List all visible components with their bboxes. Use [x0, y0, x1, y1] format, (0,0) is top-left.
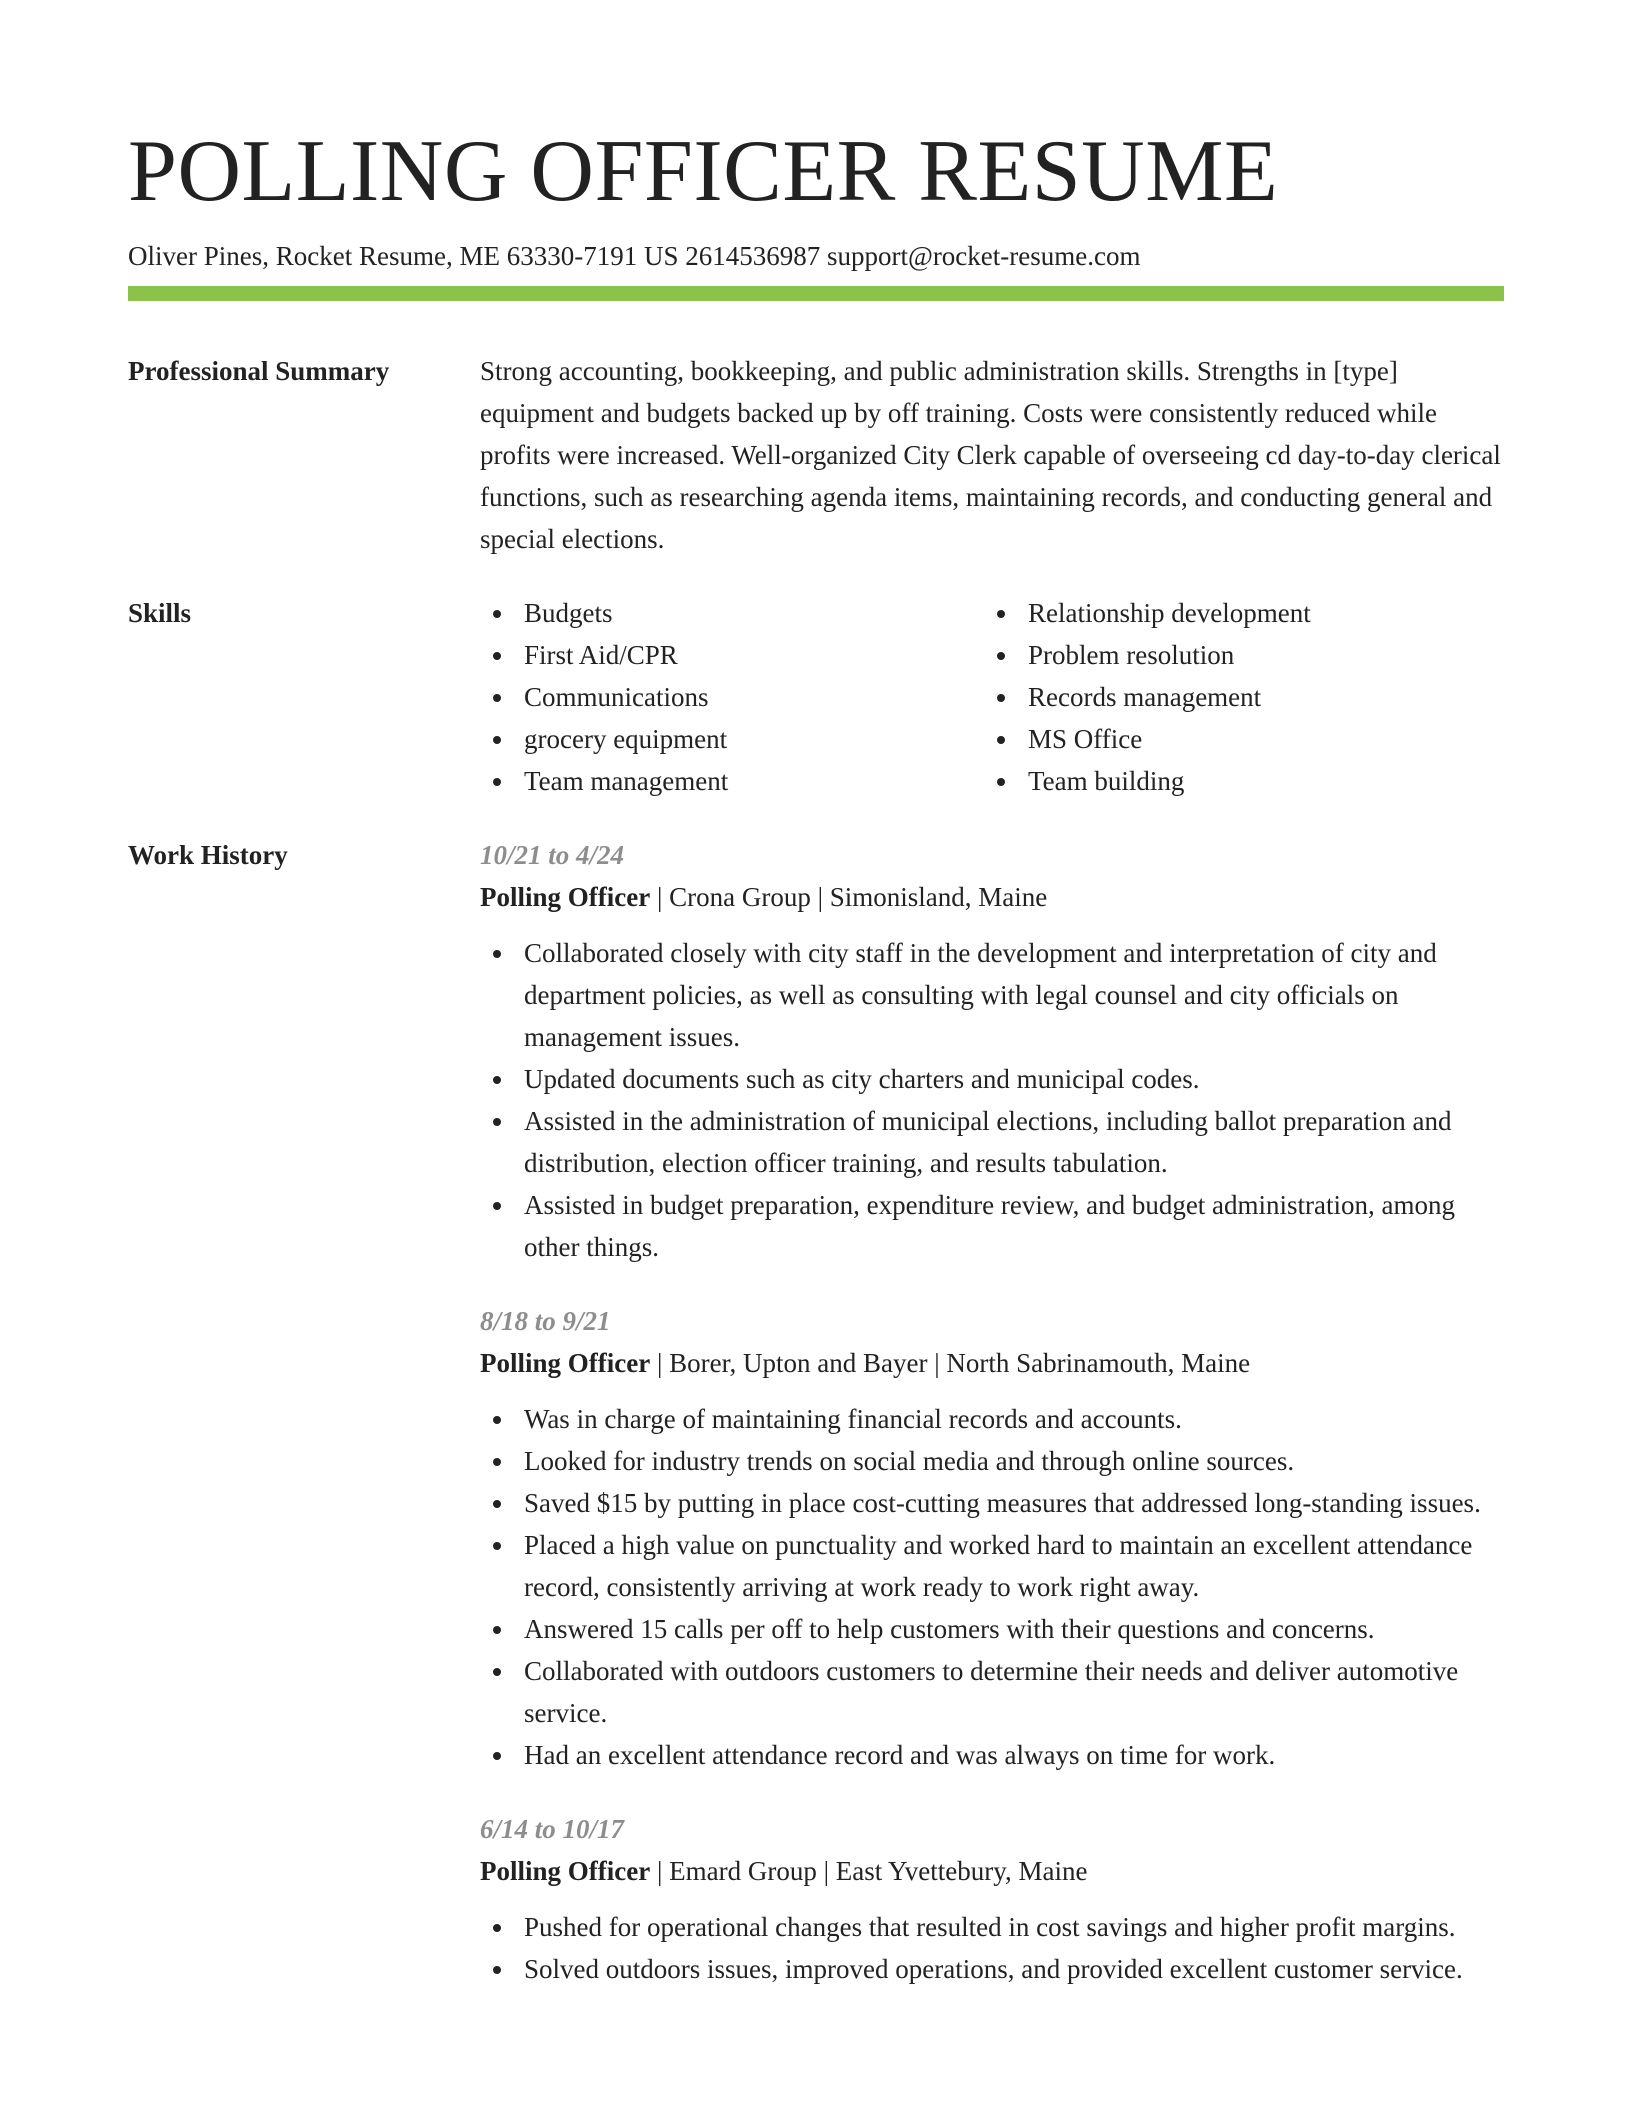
job-bullet: Saved $15 by putting in place cost-cutting measures that addressed long-standing issues. — [480, 1482, 1504, 1524]
skill-item: MS Office — [984, 718, 1488, 760]
job-title-line — [480, 1342, 1504, 1384]
job-entry — [480, 1808, 1504, 1990]
summary-text: Strong accounting, bookkeeping, and public administration skills. Strengths in [type] equipment and budgets backed up by off training. Costs were consistently reduced while profits were increased. Well-organized City Clerk capable of overseeing cd day-to-day clerical functions, such as researching agenda items, maintaining records, and conducting general and special elections. — [480, 356, 1501, 554]
accent-divider — [128, 286, 1504, 301]
work-history-list — [480, 834, 1504, 2022]
skill-item: Budgets — [480, 592, 984, 634]
skill-item: Team management — [480, 760, 984, 802]
skills-list-left — [480, 592, 984, 802]
skill-item: Communications — [480, 676, 984, 718]
job-entry — [480, 1300, 1504, 1776]
job-title-line — [480, 876, 1504, 918]
job-entry — [480, 834, 1504, 1268]
skill-item: First Aid/CPR — [480, 634, 984, 676]
job-bullets — [480, 932, 1504, 1268]
skill-item: grocery equipment — [480, 718, 984, 760]
job-bullet: Collaborated closely with city staff in the development and interpretation of city and department policies, as well as consulting with legal counsel and city officials on management issues. — [480, 932, 1504, 1058]
job-position: Polling Officer — [480, 1856, 651, 1886]
skill-item: Records management — [984, 676, 1488, 718]
job-bullet: Solved outdoors issues, improved operations, and provided excellent customer service. — [480, 1948, 1504, 1990]
section-label-summary: Professional Summary — [128, 356, 390, 386]
job-bullet: Placed a high value on punctuality and worked hard to maintain an excellent attendance record, consistently arriving at work ready to work right away. — [480, 1524, 1504, 1608]
job-dates: 8/18 to 9/21 — [480, 1306, 611, 1336]
job-bullet: Assisted in budget preparation, expenditure review, and budget administration, among other things. — [480, 1184, 1504, 1268]
job-bullet: Was in charge of maintaining financial records and accounts. — [480, 1398, 1504, 1440]
skills-lists — [480, 592, 1504, 802]
skill-item: Team building — [984, 760, 1488, 802]
job-bullet: Answered 15 calls per off to help customers with their questions and concerns. — [480, 1608, 1504, 1650]
job-bullet: Pushed for operational changes that resulted in cost savings and higher profit margins. — [480, 1906, 1504, 1948]
job-bullet: Collaborated with outdoors customers to determine their needs and deliver automotive service. — [480, 1650, 1504, 1734]
job-bullet: Assisted in the administration of municipal elections, including ballot preparation and distribution, election officer training, and results tabulation. — [480, 1100, 1504, 1184]
section-label-work-history: Work History — [128, 840, 288, 870]
resume-header — [128, 118, 1504, 276]
job-dates: 6/14 to 10/17 — [480, 1814, 625, 1844]
job-dates: 10/21 to 4/24 — [480, 840, 625, 870]
job-employer-location: | Crona Group | Simonisland, Maine — [650, 882, 1048, 912]
job-bullet: Had an excellent attendance record and was always on time for work. — [480, 1734, 1504, 1776]
job-bullet: Updated documents such as city charters and municipal codes. — [480, 1058, 1504, 1100]
job-employer-location: | Emard Group | East Yvettebury, Maine — [650, 1856, 1088, 1886]
skills-list-right — [984, 592, 1488, 802]
resume-title: POLLING OFFICER RESUME — [128, 123, 1279, 220]
skill-item: Relationship development — [984, 592, 1488, 634]
job-bullets — [480, 1906, 1504, 1990]
job-title-line — [480, 1850, 1504, 1892]
job-employer-location: | Borer, Upton and Bayer | North Sabrinamouth, Maine — [650, 1348, 1251, 1378]
job-bullets — [480, 1398, 1504, 1776]
section-label-skills: Skills — [128, 598, 192, 628]
contact-line: Oliver Pines, Rocket Resume, ME 63330-7191 US 2614536987 support@rocket-resume.com — [128, 241, 1141, 271]
job-position: Polling Officer — [480, 1348, 651, 1378]
skill-item: Problem resolution — [984, 634, 1488, 676]
job-position: Polling Officer — [480, 882, 651, 912]
job-bullet: Looked for industry trends on social media and through online sources. — [480, 1440, 1504, 1482]
